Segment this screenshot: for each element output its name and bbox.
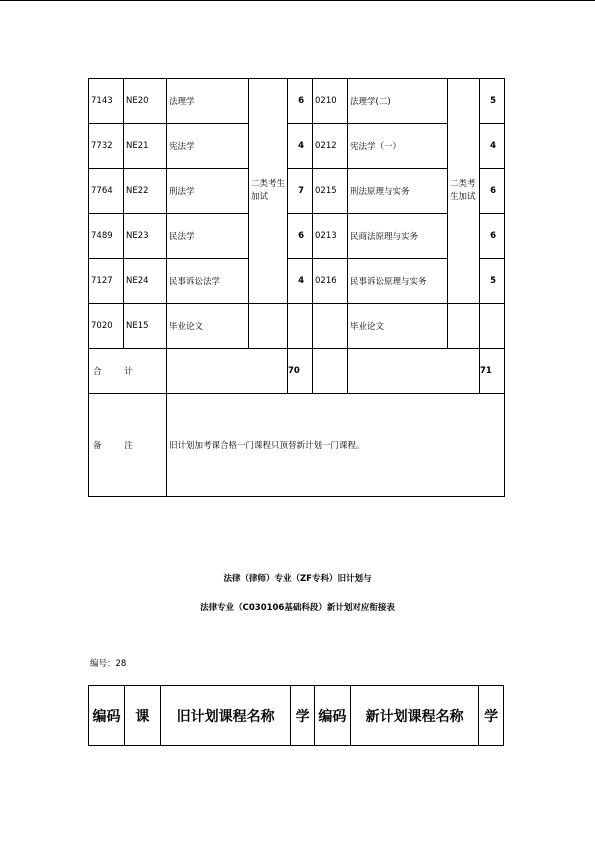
thesis-row xyxy=(89,304,505,349)
old-ne-cell: NE24 xyxy=(124,259,167,304)
new-total-value: 71 xyxy=(480,349,505,394)
correspondence-table-header xyxy=(88,685,504,746)
old-course-name-cell: 毕业论文 xyxy=(167,304,249,349)
old-group-label-cell: 二类考生加试 xyxy=(249,79,288,304)
remark-text: 旧计划加考课合格一门课程只顶替新计划一门课程。 xyxy=(167,394,505,497)
correspondence-table-continued xyxy=(88,78,505,497)
total-label: 合 计 xyxy=(89,349,167,394)
empty-cell xyxy=(167,349,288,394)
document-number: 编号：28 xyxy=(90,659,127,669)
empty-cell xyxy=(448,304,480,349)
header-cell: 编码 xyxy=(314,686,350,746)
old-course-name-cell: 民法学 xyxy=(167,214,249,259)
old-credit-cell: 7 xyxy=(288,169,313,214)
old-ne-cell: NE22 xyxy=(124,169,167,214)
old-code-cell: 7127 xyxy=(89,259,124,304)
old-credit-cell: 4 xyxy=(288,124,313,169)
old-ne-cell: NE23 xyxy=(124,214,167,259)
table-row xyxy=(89,259,505,304)
new-code-cell: 0212 xyxy=(313,124,348,169)
empty-cell xyxy=(348,349,480,394)
old-course-name-cell: 民事诉讼法学 xyxy=(167,259,249,304)
old-ne-cell: NE15 xyxy=(124,304,167,349)
old-ne-cell: NE20 xyxy=(124,79,167,124)
new-credit-cell: 6 xyxy=(480,169,505,214)
header-cell: 课 xyxy=(124,686,160,746)
header-cell: 学 xyxy=(291,686,315,746)
table-row xyxy=(89,169,505,214)
new-course-name-cell: 民事诉讼原理与实务 xyxy=(348,259,448,304)
table-row xyxy=(89,124,505,169)
table-row xyxy=(89,214,505,259)
new-code-cell: 0210 xyxy=(313,79,348,124)
table-title-line1: 法律（律师）专业（ZF专科）旧计划与 xyxy=(223,574,372,584)
empty-cell xyxy=(249,304,288,349)
old-credit-cell: 6 xyxy=(288,214,313,259)
header-row xyxy=(89,686,504,746)
total-row xyxy=(89,349,505,394)
new-credit-cell: 6 xyxy=(480,214,505,259)
remark-row xyxy=(89,394,505,497)
new-course-name-cell: 法理学(二) xyxy=(348,79,448,124)
old-code-cell: 7732 xyxy=(89,124,124,169)
old-course-name-cell: 刑法学 xyxy=(167,169,249,214)
old-credit-cell: 4 xyxy=(288,259,313,304)
new-code-cell: 0216 xyxy=(313,259,348,304)
new-credit-cell: 5 xyxy=(480,79,505,124)
empty-cell xyxy=(313,304,348,349)
remark-label: 备 注 xyxy=(89,394,167,497)
empty-cell xyxy=(313,349,348,394)
old-code-cell: 7143 xyxy=(89,79,124,124)
header-cell: 学 xyxy=(479,686,504,746)
new-course-name-cell: 民商法原理与实务 xyxy=(348,214,448,259)
header-cell: 编码 xyxy=(89,686,125,746)
new-code-cell: 0213 xyxy=(313,214,348,259)
empty-cell xyxy=(288,304,313,349)
new-credit-cell: 4 xyxy=(480,124,505,169)
old-code-cell: 7489 xyxy=(89,214,124,259)
old-ne-cell: NE21 xyxy=(124,124,167,169)
old-total-value: 70 xyxy=(288,349,313,394)
new-code-cell: 0215 xyxy=(313,169,348,214)
empty-cell xyxy=(480,304,505,349)
new-course-name-cell: 刑法原理与实务 xyxy=(348,169,448,214)
old-code-cell: 7764 xyxy=(89,169,124,214)
old-credit-cell: 6 xyxy=(288,79,313,124)
new-course-name-cell: 毕业论文 xyxy=(348,304,448,349)
header-cell: 旧计划课程名称 xyxy=(160,686,290,746)
old-course-name-cell: 法理学 xyxy=(167,79,249,124)
page-top-rule xyxy=(0,0,595,1)
header-cell: 新计划课程名称 xyxy=(350,686,478,746)
old-code-cell: 7020 xyxy=(89,304,124,349)
table-title-line2: 法律专业（C030106基础科段）新计划对应衔接表 xyxy=(200,603,395,613)
old-course-name-cell: 宪法学 xyxy=(167,124,249,169)
new-credit-cell: 5 xyxy=(480,259,505,304)
new-course-name-cell: 宪法学（一） xyxy=(348,124,448,169)
table-row xyxy=(89,79,505,124)
new-group-label-cell: 二类考生加试 xyxy=(448,79,480,304)
